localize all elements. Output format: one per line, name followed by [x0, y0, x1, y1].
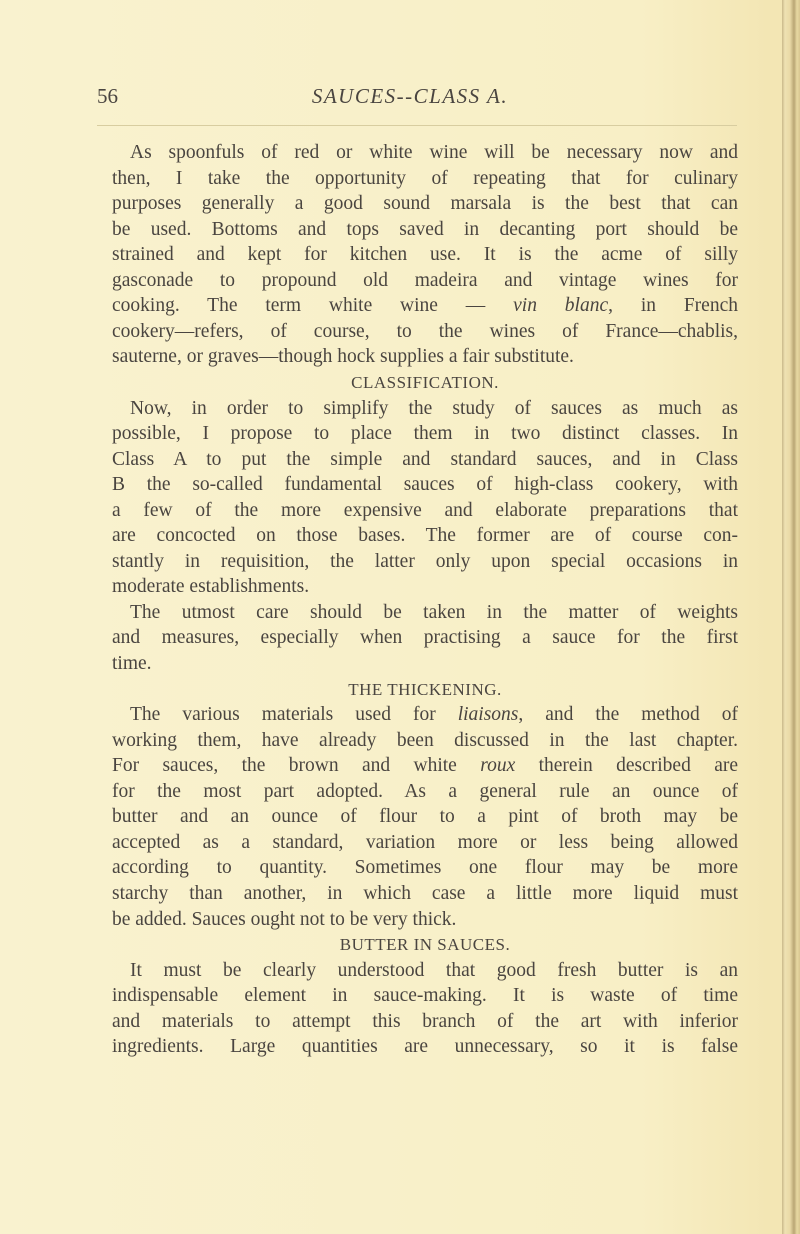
- text-segment: For sauces, the brown and white: [112, 755, 481, 777]
- text-segment: be used. Bottoms and tops saved in decanting port should be: [112, 218, 738, 240]
- text-segment: Class A to put the simple and standard sauces, and in Class: [112, 448, 738, 470]
- text-segment: therein described are: [515, 755, 738, 777]
- text-segment: time.: [112, 653, 152, 674]
- text-segment: and materials to attempt this branch of the art with inferior: [112, 1010, 738, 1032]
- text-line: [112, 729, 738, 753]
- text-segment: for the most part adopted. As a general rule an ounce of: [112, 780, 738, 802]
- text-segment: a few of the more expensive and elaborate preparations that: [112, 499, 738, 521]
- text-line: [112, 626, 738, 650]
- italic-text: liaisons: [457, 704, 519, 726]
- text-line: [112, 499, 738, 523]
- text-line: [112, 1010, 738, 1034]
- text-segment: BUTTER IN SAUCES.: [339, 935, 511, 955]
- text-line: [112, 575, 738, 599]
- text-segment: CLASSIFICATION.: [351, 372, 499, 392]
- page-number: 56: [97, 84, 118, 108]
- text-line: [112, 984, 738, 1008]
- text-segment: be added. Sauces ought not to be very thick.: [112, 908, 457, 930]
- text-line: [112, 422, 738, 446]
- text-line: [130, 959, 738, 983]
- text-line: [112, 345, 738, 369]
- text-line: [112, 780, 738, 804]
- text-segment: strained and kept for kitchen use. It is the acme of silly: [112, 244, 738, 266]
- section-heading: [112, 371, 738, 395]
- text-line: [112, 754, 738, 778]
- text-line: [112, 167, 738, 191]
- text-segment: according to quantity. Sometimes one flour may be more: [112, 857, 738, 879]
- text-line: [112, 448, 738, 472]
- text-line: [130, 703, 738, 727]
- text-line: [112, 473, 738, 497]
- text-segment: sauterne, or graves—though hock supplies a fair substitute.: [112, 346, 574, 368]
- text-line: [112, 524, 738, 548]
- text-line: [130, 141, 738, 165]
- text-segment: The utmost care should be taken in the matter of weights: [130, 601, 738, 623]
- text-segment: ingredients. Large quantities are unnecessary, so it is false: [112, 1036, 738, 1058]
- text-line: [112, 831, 738, 855]
- section-heading: [112, 678, 738, 702]
- text-segment: B the so-called fundamental sauces of high-class cookery, with: [112, 474, 738, 496]
- text-segment: , in French: [608, 295, 738, 317]
- text-segment: cookery—refers, of course, to the wines of France—chablis,: [112, 320, 738, 342]
- text-segment: and measures, especially when practising a sauce for the first: [112, 627, 738, 649]
- italic-text: roux: [480, 755, 516, 777]
- text-line: [112, 1035, 738, 1059]
- text-segment: butter and an ounce of flour to a pint of broth may be: [112, 806, 738, 828]
- text-segment: then, I take the opportunity of repeating that for culinary: [112, 167, 738, 189]
- text-line: [112, 243, 738, 267]
- text-segment: stantly in requisition, the latter only upon special occasions in: [112, 550, 738, 572]
- page-binding-edge: [782, 0, 800, 1234]
- text-segment: Now, in order to simplify the study of sauces as much as: [130, 397, 738, 419]
- text-segment: THE THICKENING.: [348, 679, 502, 699]
- text-line: [130, 601, 738, 625]
- text-line: [112, 908, 738, 932]
- text-line: [112, 192, 738, 216]
- text-line: [112, 805, 738, 829]
- text-segment: starchy than another, in which case a little more liquid must: [112, 882, 738, 904]
- text-line: [112, 218, 738, 242]
- text-segment: indispensable element in sauce-making. It is waste of time: [112, 985, 738, 1007]
- header-rule: [97, 125, 737, 126]
- text-line: [112, 550, 738, 574]
- text-segment: cooking. The term white wine —: [112, 295, 514, 317]
- section-heading: [112, 933, 738, 957]
- text-line: [112, 294, 738, 318]
- text-segment: , and the method of: [518, 704, 738, 726]
- text-line: [112, 320, 738, 344]
- text-segment: accepted as a standard, variation more or less being allowed: [112, 831, 738, 853]
- text-segment: moderate establishments.: [112, 576, 310, 598]
- text-segment: purposes generally a good sound marsala is the best that can: [112, 193, 738, 215]
- text-line: [112, 269, 738, 293]
- text-line: [112, 882, 738, 906]
- text-line: [112, 856, 738, 880]
- text-segment: As spoonfuls of red or white wine will be necessary now and: [130, 142, 738, 163]
- text-segment: possible, I propose to place them in two distinct classes. In: [112, 423, 738, 445]
- running-title: SAUCES--CLASS A.: [311, 84, 509, 108]
- text-segment: working them, have already been discussed in the last chapter.: [112, 729, 738, 751]
- text-segment: The various materials used for: [130, 704, 458, 726]
- text-line: [112, 652, 738, 676]
- text-segment: It must be clearly understood that good fresh butter is an: [130, 959, 738, 981]
- text-segment: are concocted on those bases. The former are of course con-: [112, 525, 738, 547]
- text-line: [130, 397, 738, 421]
- italic-text: vin blanc: [513, 295, 609, 317]
- text-segment: gasconade to propound old madeira and vintage wines for: [112, 269, 738, 291]
